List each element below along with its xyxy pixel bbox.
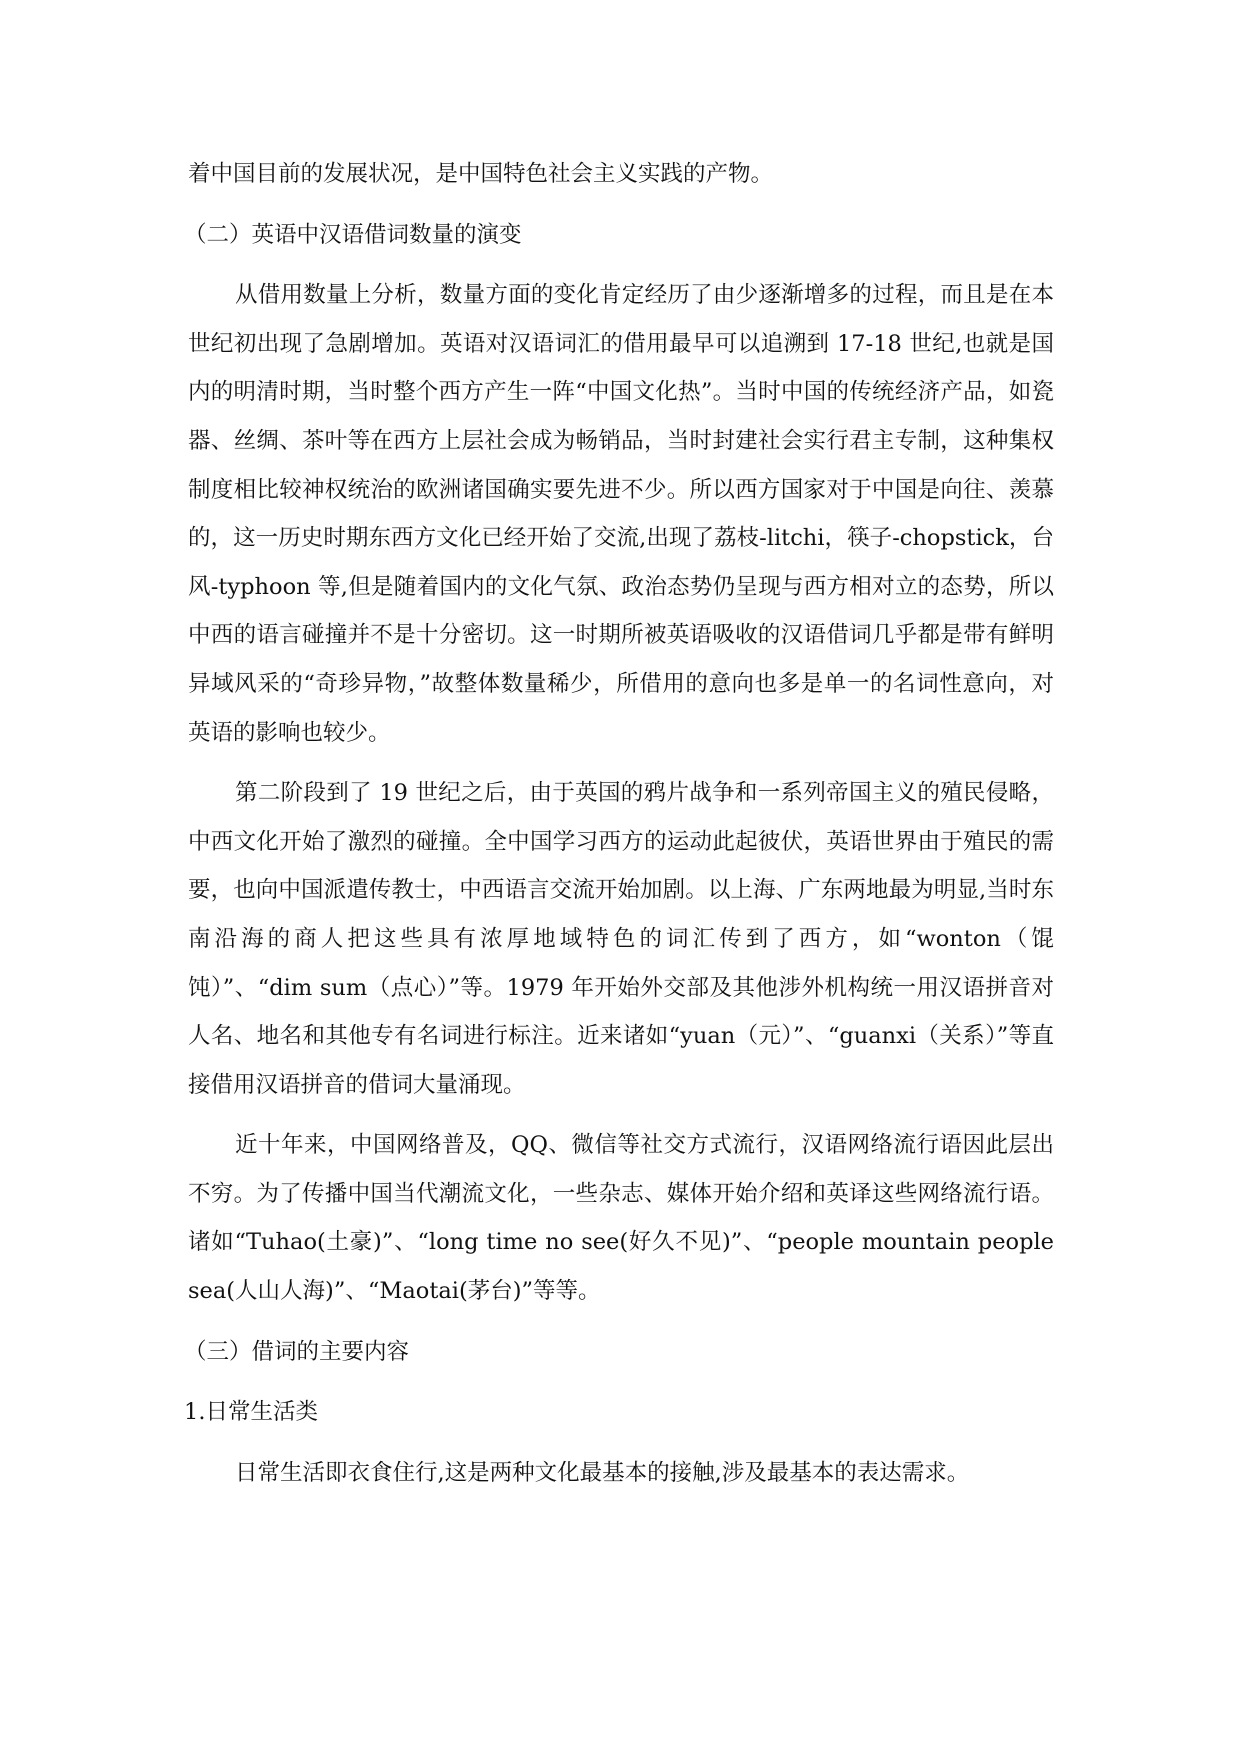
paragraph-borrowing-quantity: 从借用数量上分析，数量方面的变化肯定经历了由少逐渐增多的过程，而且是在本世纪初出现了急剧增加。英语对汉语词汇的借用最早可以追溯到 17-18 世纪,也就是国内的明清时期，当时整个西方产生一阵“中国文化热”。当时中国的传统经济产品，如瓷器、丝绸、茶叶等在西方上层社会成为畅销品，当时封建社会实行君主专制，这种集权制度相比较神权统治的欧洲诸国确实要先进不少。所以西方国家对于中国是向往、羡慕的，这一历史时期东西方文化已经开始了交流,出现了荔枝-litchi，筷子-chopstick，台风-typhoon 等,但是随着国内的文化气氛、政治态势仍呈现与西方相对立的态势，所以中西的语言碰撞并不是十分密切。这一时期所被英语吸收的汉语借词几乎都是带有鲜明异域风采的“奇珍异物，”故整体数量稀少，所借用的意向也多是单一的名词性意向，对英语的影响也较少。: [188, 282, 1054, 746]
paragraph-recent-decade: 近十年来，中国网络普及，QQ、微信等社交方式流行，汉语网络流行语因此层出不穷。为了传播中国当代潮流文化，一些杂志、媒体开始介绍和英译这些网络流行语。诸如“Tuhao(土豪)”、“long time no see(好久不见)”、“people mountain people sea(人山人海)”、“Maotai(茅台)”等等。: [188, 1132, 1054, 1305]
paragraph-daily-life: 日常生活即衣食住行,这是两种文化最基本的接触,涉及最基本的表达需求。: [235, 1459, 970, 1486]
section-heading-2: （二）英语中汉语借词数量的演变: [184, 221, 522, 248]
paragraph-continuation: 着中国目前的发展状况，是中国特色社会主义实践的产物。: [188, 161, 774, 187]
document-page: [184, 150, 1054, 1497]
paragraph-second-stage: 第二阶段到了 19 世纪之后，由于英国的鸦片战争和一系列帝国主义的殖民侵略，中西文化开始了激烈的碰撞。全中国学习西方的运动此起彼伏，英语世界由于殖民的需要，也向中国派遣传教士，中西语言交流开始加剧。以上海、广东两地最为明显,当时东南沿海的商人把这些具有浓厚地域特色的词汇传到了西方，如“wonton（馄饨）”、“dim sum（点心）”等。1979 年开始外交部及其他涉外机构统一用汉语拼音对人名、地名和其他专有名词进行标注。近来诸如“yuan（元）”、“guanxi（关系）”等直接借用汉语拼音的借词大量涌现。: [188, 780, 1054, 1098]
subsection-heading-daily-life: 1.日常生活类: [184, 1399, 318, 1426]
section-heading-3: （三）借词的主要内容: [184, 1338, 410, 1365]
